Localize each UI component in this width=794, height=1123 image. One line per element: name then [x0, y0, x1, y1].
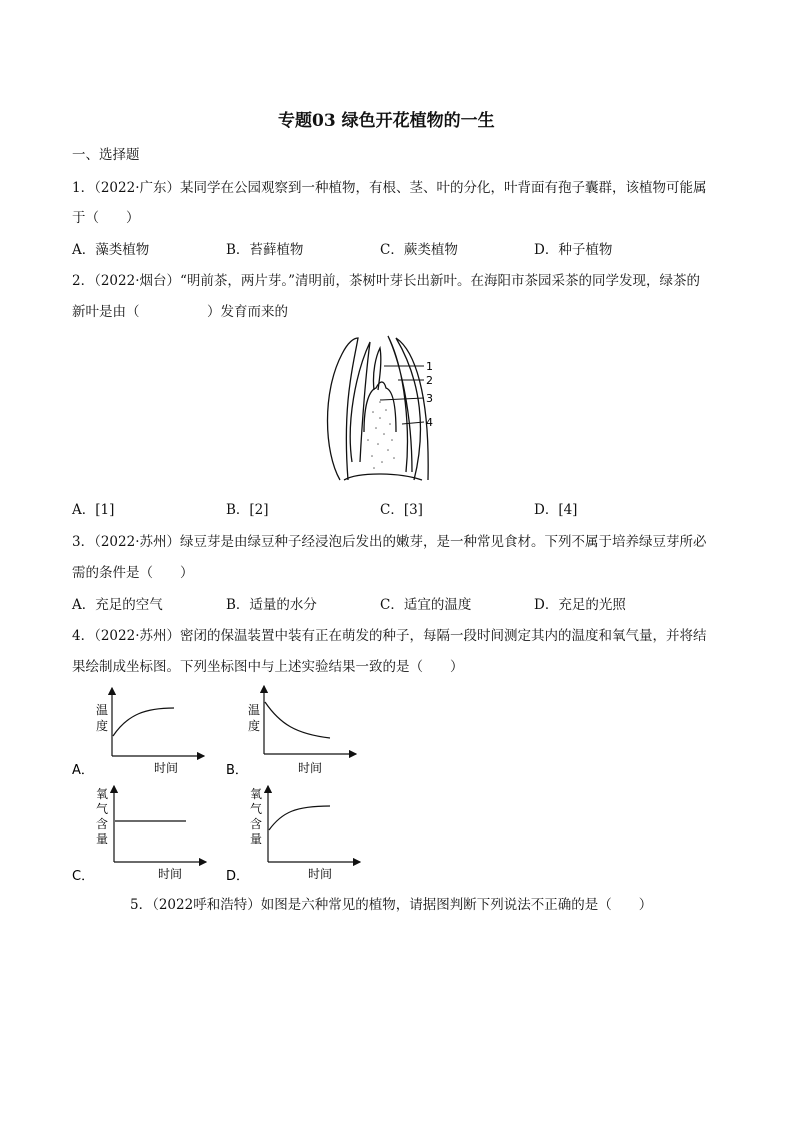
- q2-line1: 2．（2022·烟台）“明前茶，两片芽。”清明前，茶树叶芽长出新叶。在海阳市茶园采茶的同学发现，绿茶的: [72, 273, 701, 289]
- q2-option-d[interactable]: D．[4]: [534, 502, 578, 518]
- bud-inner-right: [388, 336, 412, 472]
- q1-option-d[interactable]: D．种子植物: [534, 242, 613, 258]
- bud-growth-cone: [364, 382, 396, 432]
- q3-option-b[interactable]: B．适量的水分: [226, 597, 317, 613]
- graph-c-ylabel-4: 量: [96, 832, 109, 846]
- graph-a-xlabel: 时间: [154, 761, 179, 775]
- graph-d-xlabel: 时间: [308, 867, 333, 881]
- graph-c-ylabel-2: 气: [96, 802, 109, 816]
- q3-option-d[interactable]: D．充足的光照: [534, 597, 626, 613]
- q3-option-c[interactable]: C．适宜的温度: [380, 597, 472, 613]
- graph-d-curve: [269, 806, 330, 830]
- graph-c[interactable]: [70, 782, 220, 882]
- q2-option-c[interactable]: C．[3]: [380, 502, 423, 518]
- label-1: 1: [426, 360, 433, 373]
- q1-option-a[interactable]: A．藻类植物: [72, 242, 150, 258]
- graph-a-curve: [113, 708, 174, 736]
- label-2: 2: [426, 374, 433, 387]
- bud-base: [344, 474, 422, 480]
- graph-c-letter: C．: [72, 869, 95, 882]
- q3-line1: 3．（2022·苏州）绿豆芽是由绿豆种子经浸泡后发出的嫩芽，是一种常见食材。下列不属于培养绿豆芽所必: [72, 534, 707, 550]
- graph-d[interactable]: [226, 782, 376, 882]
- graph-d-ylabel-2: 气: [250, 802, 263, 816]
- q4-line1: 4．（2022·苏州）密闭的保温装置中装有正在萌发的种子，每隔一段时间测定其内的温度和氧气量，并将结: [72, 628, 707, 644]
- graph-d-ylabel-1: 氧: [250, 787, 263, 801]
- graph-d-ylabel-3: 含: [250, 817, 263, 831]
- q2-option-a[interactable]: A．[1]: [72, 502, 115, 518]
- q1-option-c[interactable]: C．蕨类植物: [380, 242, 458, 258]
- page-title: 专题03 绿色开花植物的一生: [278, 111, 495, 131]
- graph-c-xlabel: 时间: [158, 867, 183, 881]
- leaf-bud-diagram: [318, 332, 468, 484]
- label-3: 3: [426, 392, 433, 405]
- q1-line1: 1．（2022·广东）某同学在公园观察到一种植物，有根、茎、叶的分化，叶背面有孢子囊群，该植物可能属: [72, 180, 707, 196]
- q5-line1: 5．（2022呼和浩特）如图是六种常见的植物，请据图判断下列说法不正确的是（ ）: [130, 897, 653, 913]
- graph-b-ylabel-1: 温: [248, 703, 261, 717]
- graph-b-curve: [265, 702, 330, 738]
- graph-c-ylabel-3: 含: [96, 817, 109, 831]
- bud-outer-left: [328, 338, 359, 480]
- q3-line2: 需的条件是（ ）: [72, 565, 194, 581]
- q3-option-a[interactable]: A．充足的空气: [72, 597, 163, 613]
- q4-line2: 果绘制成坐标图。下列坐标图中与上述实验结果一致的是（ ）: [72, 659, 464, 675]
- graph-d-ylabel-4: 量: [250, 832, 263, 846]
- q1-option-b[interactable]: B．苔藓植物: [226, 242, 304, 258]
- section-heading: 一、选择题: [72, 147, 140, 163]
- q2-option-b[interactable]: B．[2]: [226, 502, 269, 518]
- graph-b[interactable]: [226, 684, 376, 779]
- q2-line2: 新叶是由（ ）发育而来的: [72, 304, 288, 320]
- graph-b-ylabel-2: 度: [248, 719, 261, 733]
- bud-stippling: [367, 401, 395, 469]
- label-4: 4: [426, 416, 433, 429]
- q1-line2: 于（ ）: [72, 210, 140, 226]
- graph-a-ylabel-2: 度: [96, 719, 109, 733]
- graph-c-ylabel-1: 氧: [96, 787, 109, 801]
- graph-a-letter: A．: [72, 763, 94, 778]
- graph-a[interactable]: [70, 684, 220, 779]
- graph-b-letter: B．: [226, 763, 248, 778]
- leader-3: [380, 398, 424, 400]
- graph-b-xlabel: 时间: [298, 761, 323, 775]
- bud-leaf-primordium: [373, 348, 380, 390]
- graph-d-letter: D．: [226, 869, 250, 882]
- graph-a-ylabel-1: 温: [96, 703, 109, 717]
